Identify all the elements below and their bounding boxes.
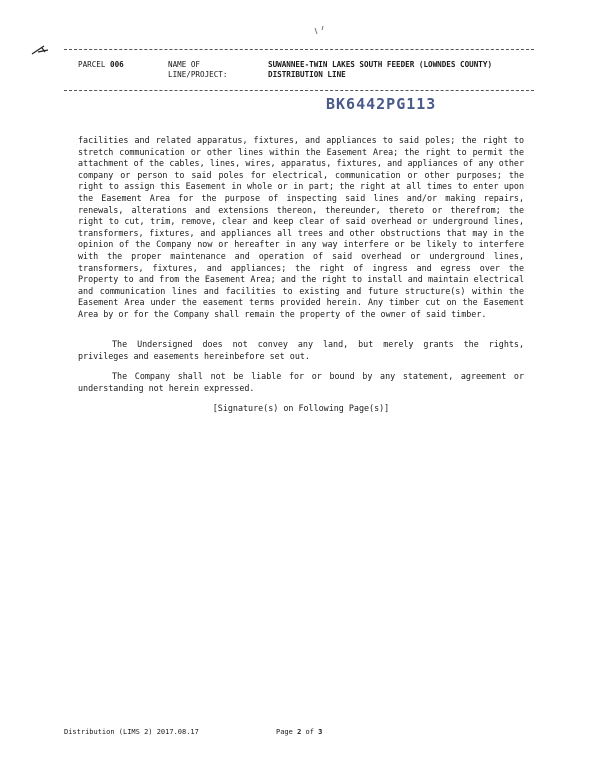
parcel-field [78,60,124,69]
document-body [78,135,524,321]
page-of: of [305,728,314,736]
name-label-line-2: LINE/PROJECT: [168,70,228,79]
body-paragraph-1: facilities and related apparatus, fixtures, and appliances to said poles; the right to stretch communication or other lines within the Easement Area; the right to permit the attachment of the cables, lines, wires, apparatus, fixtures, and appliances of any other company or person to said poles for electrical, communication or other purposes; the right to assign this Easement in whole or in part; the right at all times to enter upon the Easement Area for the purpose of inspecting said lines and/or making repairs, renewals, alterations and extensions thereon, thereunder, thereto or therefrom; the right to cut, trim, remove, clear and keep clear of said overhead or underground lines, transformers, fixtures, and appliances all trees and other obstructions that may in the opinion of the Company now or hereafter in any way interfere or be likely to interfere with the proper maintenance and operation of said overhead or underground lines, transformers, fixtures, and appliances; the right of ingress and egress over the Property to and from the Easement Area; and the right to install and maintain electrical and communication lines and facilities to existing and future structure(s) within the Easement Area under the easement terms provided herein. Any timber cut on the Easement Area by or for the Company shall remain the property of the owner of said timber. [78,135,524,319]
signature-note: [Signature(s) on Following Page(s)] [212,403,390,413]
parcel-label: PARCEL [78,60,106,69]
footer-page-number [276,728,322,736]
pen-mark-top [312,24,328,38]
header-top-rule [64,49,534,50]
name-label-line-1: NAME OF [168,60,201,69]
page-current: 2 [297,728,302,736]
header-bottom-rule [64,90,534,91]
page-total: 3 [318,728,323,736]
book-page-stamp: BK6442PG113 [326,95,437,113]
project-name-line-1: SUWANNEE-TWIN LAKES SOUTH FEEDER (LOWNDES COUNTY) [268,60,493,69]
page-label: Page [276,728,293,736]
project-name-line-2: DISTRIBUTION LINE [268,70,346,79]
body-paragraph-2-wrap [78,339,524,362]
parcel-number: 006 [110,60,124,69]
body-paragraph-3: The Company shall not be liable for or bound by any statement, agreement or understanding not herein expressed. [78,371,524,393]
body-paragraph-2: The Undersigned does not convey any land, but merely grants the rights, privileges and easements hereinbefore set out. [78,339,524,361]
footer-distribution: Distribution (LIMS 2) 2017.08.17 [64,728,199,736]
pen-mark-left [30,42,52,58]
body-paragraph-3-wrap [78,371,524,394]
